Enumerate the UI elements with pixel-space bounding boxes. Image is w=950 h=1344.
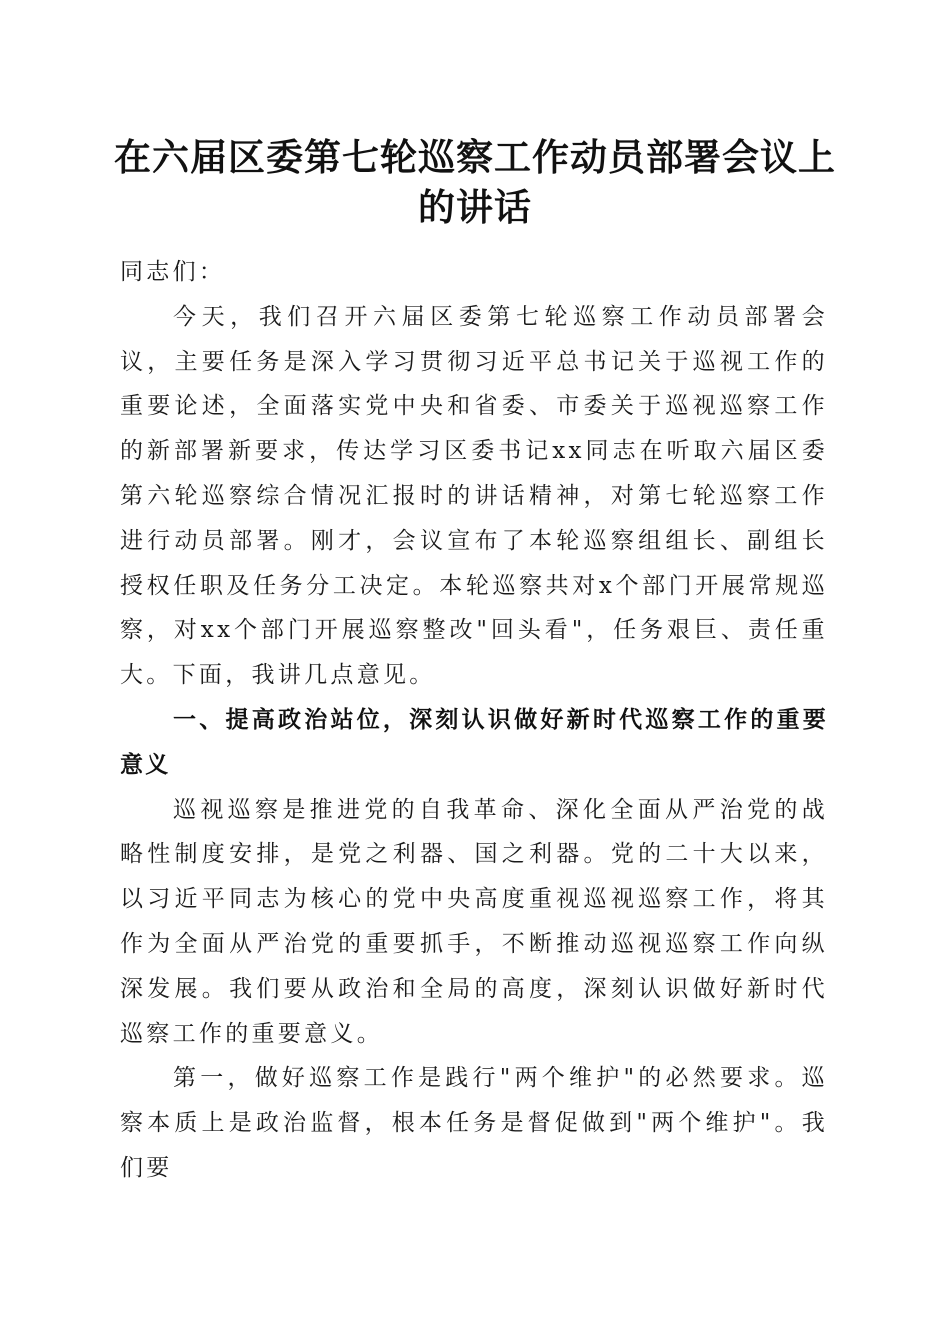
paragraph-significance: 巡视巡察是推进党的自我革命、深化全面从严治党的战略性制度安排，是党之利器、国之利器。党的二十大以来，以习近平同志为核心的党中央高度重视巡视巡察工作，将其作为全面从严治党的重要抓手，不断推动巡视巡察工作向纵深发展。我们要从政治和全局的高度，深刻认识做好新时代巡察工作的重要意义。: [120, 796, 828, 1047]
paragraph-first-point: 第一，做好巡察工作是践行"两个维护"的必然要求。巡察本质上是政治监督，根本任务是督促做到"两个维护"。我们要: [120, 1065, 828, 1181]
salutation: 同志们：: [120, 259, 226, 285]
paragraph-opening: 今天，我们召开六届区委第七轮巡察工作动员部署会议，主要任务是深入学习贯彻习近平总书记关于巡视工作的重要论述，全面落实党中央和省委、市委关于巡视巡察工作的新部署新要求，传达学习区委书记xx同志在听取六届区委第六轮巡察综合情况汇报时的讲话精神，对第七轮巡察工作进行动员部署。刚才，会议宣布了本轮巡察组组长、副组长授权任职及任务分工决定。本轮巡察共对x个部门开展常规巡察，对xx个部门开展巡察整改"回头看"，任务艰巨、责任重大。下面，我讲几点意见。: [120, 303, 828, 689]
document-body: [120, 250, 828, 1191]
section-heading-1: 一、提高政治站位，深刻认识做好新时代巡察工作的重要意义: [120, 706, 828, 778]
document-title: 在六届区委第七轮巡察工作动员部署会议上的讲话: [114, 135, 836, 229]
